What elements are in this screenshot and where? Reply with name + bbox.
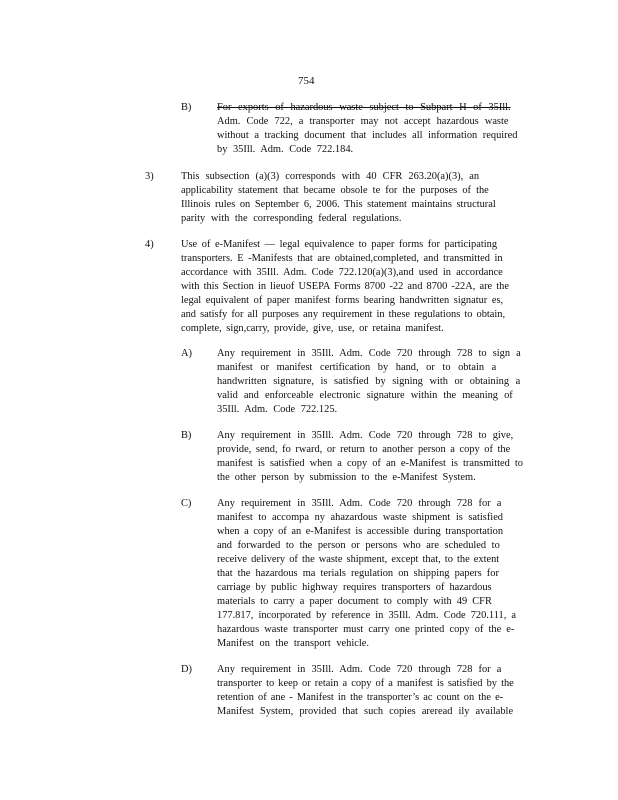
sub-c-line: and forwarded to the person or persons who are scheduled to — [217, 540, 500, 551]
sub-c-line: 177.817, incorporated by reference in 35Ill. Adm. Code 720.111, a — [217, 610, 517, 621]
item-4-line: accordance with 35Ill. Adm. Code 722.120(a)(3),and used in accordance — [181, 267, 503, 278]
sub-c-line: Manifest on the transport vehicle. — [217, 638, 369, 649]
item-3-label: 3) — [145, 171, 154, 182]
sub-b-label: B) — [181, 430, 192, 441]
item-3b-line: by 35Ill. Adm. Code 722.184. — [217, 144, 354, 155]
sub-c-line: carriage by public highway requires transporters of hazardous — [217, 582, 492, 593]
sub-a-line: handwritten signature, is satisfied by signing with or obtaining a — [217, 376, 521, 387]
item-3b-line: Adm. Code 722, a transporter may not accept hazardous waste — [217, 116, 509, 127]
item-4-label: 4) — [145, 239, 154, 250]
sub-b-line: provide, send, fo rward, or return to another person a copy of the — [217, 444, 511, 455]
sub-d-line: Manifest System, provided that such copies areread ily available — [217, 706, 514, 717]
sub-a-line: manifest or manifest certification by hand, or to obtain a — [217, 362, 497, 373]
sub-b-line: the other person by submission to the e-Manifest System. — [217, 472, 476, 483]
sub-c-line: receive delivery of the waste shipment, except that, to the extent — [217, 554, 500, 565]
sub-d-line: Any requirement in 35Ill. Adm. Code 720 through 728 for a — [217, 664, 502, 675]
item-3-line: parity with the corresponding federal regulations. — [181, 213, 402, 224]
sub-c-line: manifest to accompa ny ahazardous waste shipment is satisfied — [217, 512, 503, 523]
item-3-line: applicability statement that became obsole te for the purposes of the — [181, 185, 489, 196]
sub-c-label: C) — [181, 498, 192, 509]
item-4-line: transporters. E -Manifests that are obtained,completed, and transmitted in — [181, 253, 503, 264]
item-3b-line: For exports of hazardous waste subject to Subpart H of 35Ill. — [217, 102, 511, 113]
item-4-line: Use of e-Manifest — legal equivalence to paper forms for participating — [181, 239, 498, 250]
sub-c-line: hazardous waste transporter must carry one printed copy of the e- — [217, 624, 515, 635]
sub-a-line: Any requirement in 35Ill. Adm. Code 720 through 728 to sign a — [217, 348, 521, 359]
page-number: 754 — [298, 75, 315, 87]
sub-c-line: when a copy of an e-Manifest is accessible during transportation — [217, 526, 504, 537]
sub-b-line: manifest is satisfied when a copy of an e-Manifest is transmitted to — [217, 458, 523, 469]
sub-c-line: materials to carry a paper document to comply with 49 CFR — [217, 596, 492, 607]
item-4-line: with this Section in lieuof USEPA Forms 8700 -22 and 8700 -22A, are the — [181, 281, 509, 292]
item-4-line: complete, sign,carry, provide, give, use, or retaina manifest. — [181, 323, 444, 334]
item-3b-line: without a tracking document that includes all information required — [217, 130, 518, 141]
sub-a-line: valid and enforceable electronic signature within the meaning of — [217, 390, 513, 401]
sub-d-line: retention of ane - Manifest in the transporter’s ac count on the e- — [217, 692, 504, 703]
item-4-line: and satisfy for all purposes any requirement in these regulations to obtain, — [181, 309, 506, 320]
item-4-line: legal equivalent of paper manifest forms bearing handwritten signatur es, — [181, 295, 504, 306]
sub-c-line: Any requirement in 35Ill. Adm. Code 720 through 728 for a — [217, 498, 502, 509]
item-3-line: Illinois rules on September 6, 2006. This statement maintains structural — [181, 199, 496, 210]
sub-a-label: A) — [181, 348, 192, 359]
sub-d-label: D) — [181, 664, 192, 675]
sub-c-line: that the hazardous ma terials regulation on shipping papers for — [217, 568, 499, 579]
sub-d-line: transporter to keep or retain a copy of a manifest is satisfied by the — [217, 678, 514, 689]
sub-b-line: Any requirement in 35Ill. Adm. Code 720 through 728 to give, — [217, 430, 514, 441]
sub-a-line: 35Ill. Adm. Code 722.125. — [217, 404, 338, 415]
item-3b-label: B) — [181, 102, 192, 113]
item-3-line: This subsection (a)(3) corresponds with 40 CFR 263.20(a)(3), an — [181, 171, 480, 182]
